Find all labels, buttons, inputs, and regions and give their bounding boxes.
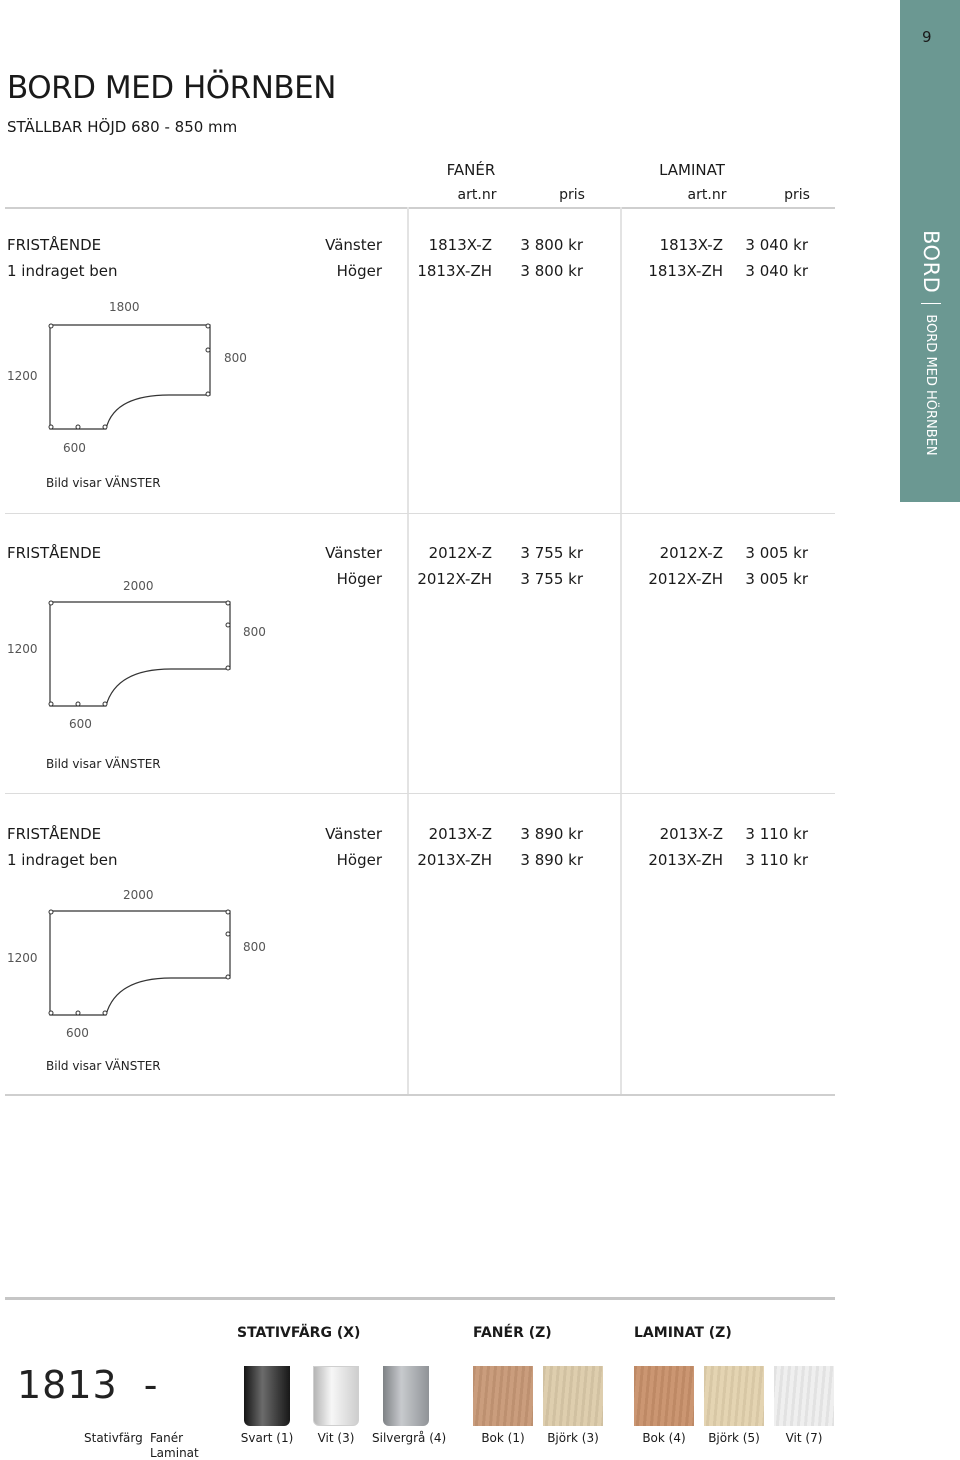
faner-artnr: 1813X-Z	[428, 236, 492, 254]
label-laminat: Laminat	[150, 1446, 199, 1460]
laminat-column-header: LAMINAT	[659, 161, 725, 179]
laminat-artnr-header: art.nr	[687, 187, 727, 203]
faner-artnr-header: art.nr	[457, 187, 497, 203]
code-example	[17, 1363, 186, 1407]
faner-artnr: 1813X-ZH	[417, 262, 492, 280]
laminat-swatch-vit	[774, 1366, 834, 1426]
faner-artnr: 2013X-ZH	[417, 851, 492, 869]
faner-option-label: Björk (3)	[547, 1431, 599, 1445]
side-left: Vänster	[325, 236, 382, 254]
image-caption: Bild visar VÄNSTER	[46, 1059, 161, 1073]
product-sublabel: 1 indraget ben	[7, 851, 118, 869]
dimension-bottom: 600	[69, 717, 92, 731]
legend-rule	[5, 1297, 835, 1300]
faner-heading: FANÉR (Z)	[473, 1325, 552, 1341]
table-bottom-rule	[5, 1094, 835, 1096]
dimension-right: 800	[243, 625, 266, 639]
faner-price: 3 890 kr	[520, 825, 583, 843]
dimension-depth: 1200	[7, 369, 38, 383]
side-tab	[900, 0, 960, 502]
laminat-artnr: 1813X-ZH	[648, 262, 723, 280]
faner-price: 3 755 kr	[520, 544, 583, 562]
laminat-price: 3 005 kr	[745, 570, 808, 588]
side-right: Höger	[336, 570, 382, 588]
dimension-width: 1800	[109, 300, 140, 314]
side-tab-text	[919, 230, 943, 456]
laminat-artnr: 2013X-Z	[659, 825, 723, 843]
desk-drawing	[44, 906, 236, 1020]
code-x: X	[117, 1363, 145, 1407]
side-tab-big: BORD	[919, 230, 943, 294]
laminat-price: 3 040 kr	[745, 262, 808, 280]
dimension-right: 800	[224, 351, 247, 365]
desk-drawing	[44, 320, 216, 434]
dimension-depth: 1200	[7, 642, 38, 656]
laminat-heading: LAMINAT (Z)	[634, 1325, 732, 1341]
leg-swatch-silvergra	[383, 1366, 429, 1426]
page-number: 9	[922, 28, 932, 46]
image-caption: Bild visar VÄNSTER	[46, 476, 161, 490]
side-right: Höger	[336, 851, 382, 869]
row-separator	[5, 513, 835, 514]
leg-swatch-svart	[244, 1366, 290, 1426]
faner-artnr: 2013X-Z	[428, 825, 492, 843]
product-label: FRISTÅENDE	[7, 825, 102, 843]
stativfarg-heading: STATIVFÄRG (X)	[237, 1325, 361, 1341]
side-right: Höger	[336, 262, 382, 280]
code-number: 1813	[17, 1363, 118, 1407]
product-label: FRISTÅENDE	[7, 236, 102, 254]
faner-swatch-bjork	[543, 1366, 603, 1426]
laminat-option-label: Björk (5)	[708, 1431, 760, 1445]
header-rule	[5, 207, 835, 209]
laminat-price: 3 040 kr	[745, 236, 808, 254]
image-caption: Bild visar VÄNSTER	[46, 757, 161, 771]
code-dash: -	[143, 1363, 159, 1407]
faner-price: 3 800 kr	[520, 262, 583, 280]
dimension-bottom: 600	[63, 441, 86, 455]
faner-price: 3 755 kr	[520, 570, 583, 588]
side-left: Vänster	[325, 544, 382, 562]
laminat-option-label: Vit (7)	[785, 1431, 823, 1445]
faner-option-label: Bok (1)	[481, 1431, 525, 1445]
laminat-option-label: Bok (4)	[642, 1431, 686, 1445]
side-tab-small: BORD MED HÖRNBEN	[923, 314, 939, 456]
laminat-artnr: 2013X-ZH	[648, 851, 723, 869]
faner-price: 3 890 kr	[520, 851, 583, 869]
faner-column-header: FANÉR	[446, 161, 496, 179]
code-z: Z	[158, 1363, 186, 1407]
label-stativfarg: Stativfärg	[84, 1431, 143, 1445]
laminat-swatch-bok	[634, 1366, 694, 1426]
faner-pris-header: pris	[559, 187, 585, 203]
laminat-price: 3 110 kr	[745, 825, 808, 843]
product-label: FRISTÅENDE	[7, 544, 102, 562]
dimension-depth: 1200	[7, 951, 38, 965]
dimension-right: 800	[243, 940, 266, 954]
laminat-artnr: 2012X-ZH	[648, 570, 723, 588]
column-separator	[407, 207, 409, 1095]
laminat-price: 3 110 kr	[745, 851, 808, 869]
row-separator	[5, 793, 835, 794]
stativ-option-label: Svart (1)	[240, 1431, 294, 1445]
dimension-bottom: 600	[66, 1026, 89, 1040]
stativ-option-label: Silvergrå (4)	[372, 1431, 447, 1445]
faner-swatch-bok	[473, 1366, 533, 1426]
product-sublabel: 1 indraget ben	[7, 262, 118, 280]
faner-price: 3 800 kr	[520, 236, 583, 254]
laminat-pris-header: pris	[784, 187, 810, 203]
stativ-option-label: Vit (3)	[317, 1431, 355, 1445]
laminat-swatch-bjork	[704, 1366, 764, 1426]
page-subtitle: STÄLLBAR HÖJD 680 - 850 mm	[7, 118, 238, 136]
laminat-artnr: 1813X-Z	[659, 236, 723, 254]
column-separator	[620, 207, 622, 1095]
leg-swatch-vit	[313, 1366, 359, 1426]
faner-artnr: 2012X-ZH	[417, 570, 492, 588]
dimension-width: 2000	[123, 579, 154, 593]
label-faner: Fanér	[150, 1431, 184, 1445]
side-left: Vänster	[325, 825, 382, 843]
faner-artnr: 2012X-Z	[428, 544, 492, 562]
side-tab-divider	[921, 303, 941, 304]
laminat-artnr: 2012X-Z	[659, 544, 723, 562]
page-title: BORD MED HÖRNBEN	[7, 70, 336, 106]
desk-drawing	[44, 597, 236, 711]
laminat-price: 3 005 kr	[745, 544, 808, 562]
dimension-width: 2000	[123, 888, 154, 902]
